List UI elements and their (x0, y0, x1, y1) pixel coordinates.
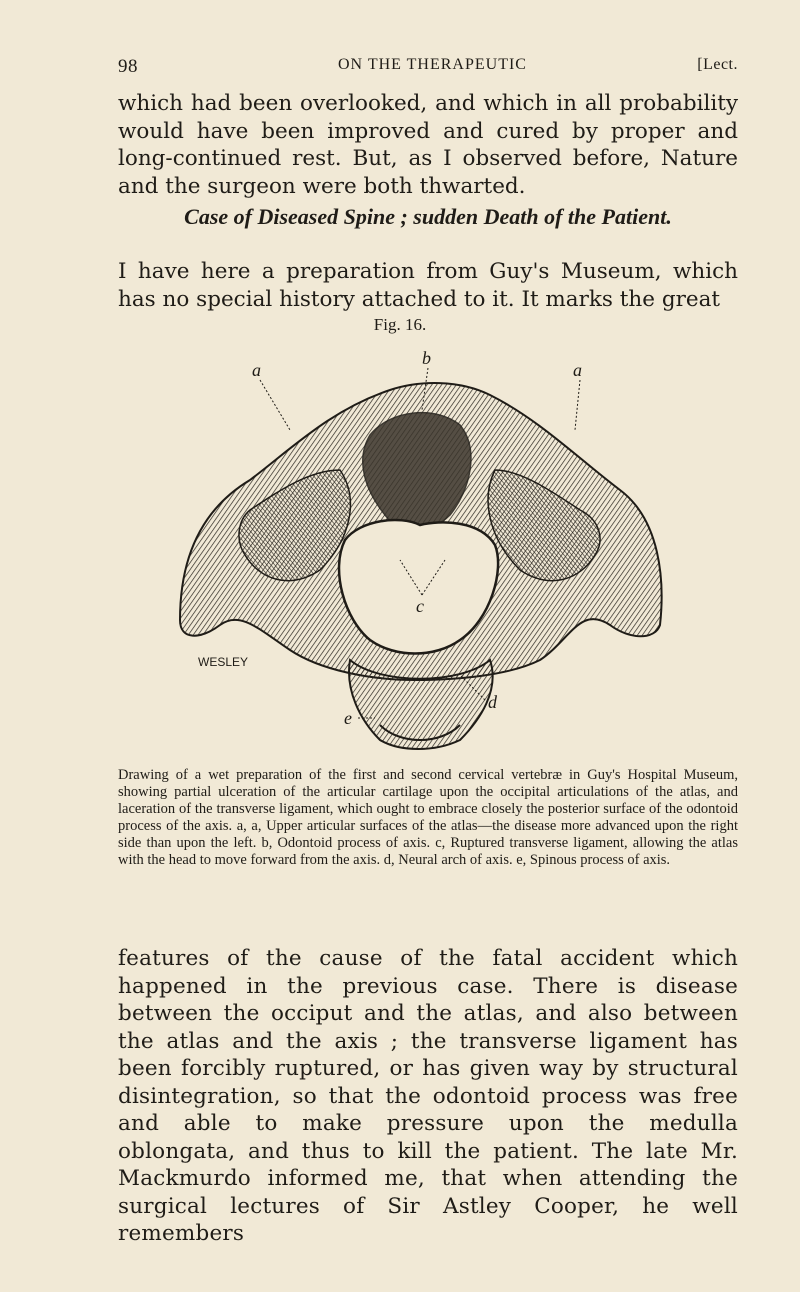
running-title: ON THE THERAPEUTIC (338, 56, 527, 73)
label-a-right: a (573, 360, 582, 380)
vertebrae-illustration (160, 340, 680, 760)
paragraph-3: features of the cause of the fatal accident which happened in the previous case. There is disease between the occiput and the atlas, and also between the atlas and the axis ; the transverse ligament has been forcibly ruptured, or has given way by structural disintegration, so that the odontoid process was free and able to make pressure upon the medulla oblongata, and thus to kill the patient. The late Mr. Mackmurdo informed me, that when attending the surgical lectures of Sir Astley Cooper, he well remembers (118, 946, 738, 1246)
label-c: c (416, 596, 424, 616)
engraver-signature: WESLEY (198, 655, 249, 669)
paragraph-1: which had been overlooked, and which in all probability would have been improved and cured by proper and long-continued rest. But, as I observed before, Nature and the surgeon were both thwarted. (118, 91, 738, 199)
page-number: 98 (118, 56, 138, 77)
case-heading: Case of Diseased Spine ; sudden Death of the Patient. (184, 204, 672, 229)
label-d: d (488, 692, 497, 712)
label-a-left: a (252, 360, 261, 380)
label-e: e (344, 708, 352, 728)
figure-label: Fig. 16. (373, 315, 427, 334)
paragraph-2: I have here a preparation from Guy's Museum, which has no special history attached to it. It marks the great (118, 259, 738, 312)
running-header (118, 56, 738, 82)
figure-caption: Drawing of a wet preparation of the first and second cervical vertebræ in Guy's Hospital Museum, showing partial ulceration of the articular cartilage upon the occipital articulations of the atlas, and laceration of the transverse ligament, which ought to embrace closely the posterior surface of the odontoid process of the axis. a, a, Upper articular surfaces of the atlas—the disease more advanced upon the right side than upon the left. b, Odontoid process of axis. c, Ruptured transverse ligament, allowing the atlas with the head to move forward from the axis. d, Neural arch of axis. e, Spinous process of axis. (118, 767, 738, 868)
label-b: b (422, 348, 431, 368)
section-marker: [Lect. (697, 56, 738, 73)
